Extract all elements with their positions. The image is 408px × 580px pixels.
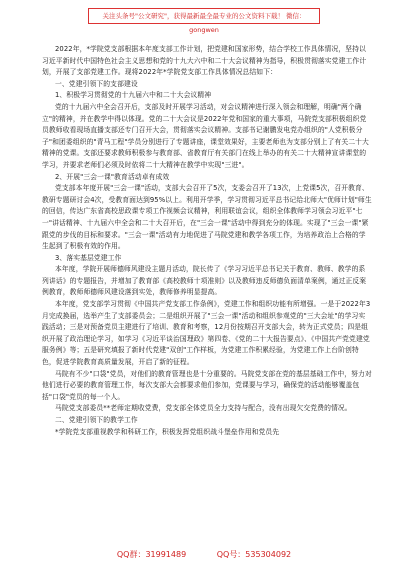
subsection-heading: 1、积极学习贯彻党的十九届六中和二十大会议精神	[55, 91, 212, 100]
document-body	[42, 44, 372, 438]
paragraph: 马院有不少"口袋"党员，对他们的教育管理也是十分重要的。马院党支部在党的基层基础工作中，努力对他们进行必要的教育管理工作，每次支部大会都要求他们参加，党课要与学习，确保党的活动能够覆盖包括"口袋"党员的每一个人。	[42, 369, 372, 401]
paragraph: 本年度，党支部学习贯彻《中国共产党支部工作条例》，党建工作和组织功能有所增强。一是于2022年3月完成换届，选举产生了支部委员会；二是组织开展了"三会一课"活动和组织参观党的"三大会址"的学习实践活动；三是对预备党员主建进行了培训、教育和考察，12月份按期召开支部大会，转为正式党员；四是组织开展了政治理论学习，如学习《习近平谈治国理政》第四卷、《党的二十大报告要点》、《中国共产党党建党服务例》等；五是研究填报了新时代党建"双创"工作样板，为党建工作积累经验，为党建工作上台阶创特色，促进学院教育高质量发展，开启了新的征程。	[42, 300, 371, 367]
paragraph: 马院党支部委员**老师定期收党费，党支部全体党员全力支持与配合，没有出现欠交党费的情况。	[55, 404, 352, 413]
paragraph: 本年度，学院开展师德师风建设主题月活动，院长传了《学习习近平总书记关于教育、教师、教学的系列讲话》的专题报告，并增加了教育部《高校教师十项准则》以及教师违反师德负面清单案例，通过正反案例教育，教师师德师风建设落到实处，教师修养明显提高。	[42, 265, 367, 297]
subsection-heading: 2、开展"三会一课"教育活动卓有成效	[55, 172, 170, 181]
paragraph: 2022年，*学院党支部根据本年度支部工作计划，把党建和国家形势，结合学校工作具体情况，坚持以习近平新时代中国特色社会主义思想和党的十九大六中和二十大会议精神为指导，积极贯彻落实党建工作计划，开展了支部党建工作。现将2022年*学院党支部工作具体情况总结如下：	[42, 45, 367, 77]
qq-group-text: QQ群：31991489	[116, 550, 187, 559]
section-heading: 一、党建引领下的支部建设	[55, 79, 138, 88]
promo-banner-text: 关注头条号"公文研究"，获得最新最全最专业的公文资料下载！ 微信：gongwen	[102, 12, 306, 34]
qq-number-text: QQ号：535304092	[216, 550, 292, 559]
footer-contact	[0, 549, 408, 560]
subsection-heading: 3、落实基层党建工作	[55, 253, 122, 262]
section-heading: 二、党建引领下的教学工作	[55, 416, 138, 424]
paragraph: *学院党支部重视教学和科研工作，积极发挥党组织战斗堡垒作用和党员先	[55, 427, 280, 436]
promo-banner	[88, 8, 320, 34]
paragraph: 党支部本年度开展"三会一课"活动，支部大会召开了5次，支委会召开了13次，上党课5次，召开教育、教研专题研讨会4次，受教育面达到95%以上。利用开学季，学习贯彻习近平总书记给北师大"优师计划"师生的回信，传达广东省高校思政课专项工作视频会议精神，利用联谊会议，组织全体教师学习领会习近平"七一"讲话精神、十九届六中全会和二十大召开后，在"三会一课"活动中得到充分的体现。实现了"三会一课"紧跟党的步伐的目标和要求。"三会一课"活动有力地促进了马院党建和教学各项工作，为培养政治上合格的学生起到了积极有效的作用。	[42, 184, 372, 251]
paragraph: 党的十九届六中全会召开后，支部及时开展学习活动，对会议精神进行深入领会和理解，明确"两个确立"的精神，并在教学中得以体现。党的二十大会议是2022年党和国家的重大事项，马院党支部积极组织党员教师收看现场直播支部还专门召开大会，贯彻落实会议精神。支部书记谢鹏发电党办组织的"人党积极分子"和团委组织的"青马工程"学员分别进行了专题讲座，课堂效果好，主要老师也为支部分别上了有关二十大精神的党课。支部还要求教师积极参与教育部、省教育厅有关部门在线上举办的有关二十大精神宣讲课堂的学习，并要求老师们必须及时依将二十大精神在教学中实现"三进"。	[42, 102, 369, 169]
